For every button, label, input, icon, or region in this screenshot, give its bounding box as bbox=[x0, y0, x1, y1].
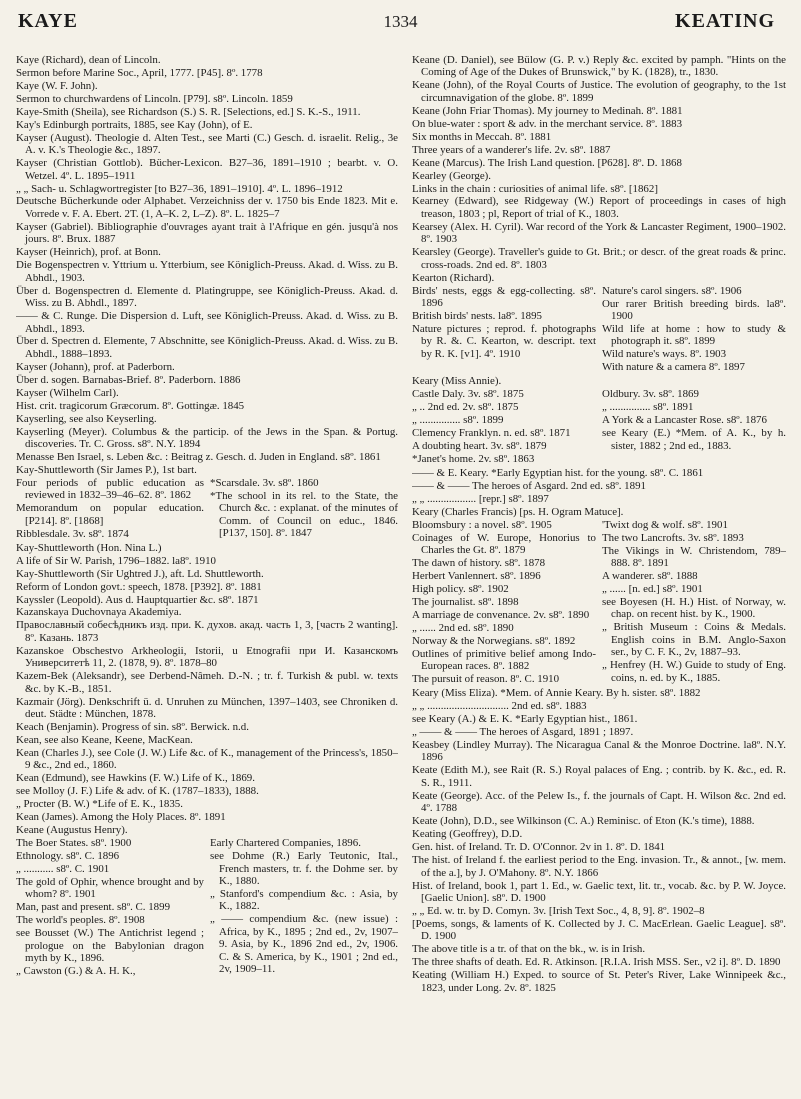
catalog-entry: Ethnology. s8º. C. 1896 bbox=[16, 850, 120, 863]
catalog-entry: The above title is a tr. of that on the bk., w. is in Irish. bbox=[412, 943, 646, 956]
catalog-entry: Kayser (Wilhelm Carl). bbox=[16, 386, 119, 399]
catalog-entry: Keane (John), of the Royal Courts of Justice. The evolution of geography, to the 1st circumnavigation of the globe. 8º. 1899 bbox=[412, 79, 786, 104]
catalog-entry: Kayser (Johann), prof. at Paderborn. bbox=[16, 360, 175, 373]
right-entries-3 bbox=[412, 467, 786, 518]
catalog-entry: Outlines of primitive belief among Indo-European races. 8º. 1882 bbox=[412, 647, 596, 673]
catalog-entry: Deutsche Bücherkunde oder Alphabet. Verzeichniss der v. 1750 bis Ende 1823. Mit e. Vorrede v. F. A. Ebert. 2T. (1, A–K. 2, L–Z). 8º. L. 1825–7 bbox=[16, 195, 398, 220]
catalog-entry: Birds' nests, eggs & egg-collecting. s8º. 1896 bbox=[412, 284, 596, 310]
catalog-entry: Keane (John Friar Thomas). My journey to Medinah. 8º. 1881 bbox=[412, 104, 683, 117]
catalog-entry: Herbert Vanlennert. s8º. 1896 bbox=[412, 570, 541, 583]
catalog-entry: Kean (Edmund), see Hawkins (F. W.) Life of K., 1869. bbox=[16, 772, 255, 785]
catalog-entry: see Molloy (J. F.) Life & adv. of K. (1787–1833), 1888. bbox=[16, 785, 259, 798]
catalog-entry: Kay-Shuttleworth (Sir James P.), 1st bart. bbox=[16, 464, 197, 476]
catalog-entry: Kearney (Edward), see Ridgeway (W.) Report of proceedings in cases of high treason, 1803 ; pl, Report of trial of K., 1803. bbox=[412, 195, 786, 220]
catalog-entry: Norway & the Norwegians. s8º. 1892 bbox=[412, 634, 576, 647]
catalog-entry: —— & E. Keary. *Early Egyptian hist. for the young. s8º. C. 1861 bbox=[412, 467, 704, 479]
catalog-entry: see Keary (E.) *Mem. of A. K., by h. sister, 1882 ; 2nd ed., 1883. bbox=[602, 427, 786, 452]
left-two-col-1 bbox=[16, 477, 398, 541]
catalog-entry: Clemency Franklyn. n. ed. s8º. 1871 bbox=[412, 427, 571, 440]
catalog-entry: „ Cawston (G.) & A. H. K., bbox=[16, 965, 136, 978]
catalog-entry: —— & C. Runge. Die Dispersion d. Luft, see Königlich-Preuss. Akad. d. Wiss. zu B. Abhdl., 1893. bbox=[16, 310, 398, 335]
catalog-entry: *Janet's home. 2v. s8º. 1863 bbox=[412, 453, 535, 466]
catalog-entry: The world's peoples. 8º. 1908 bbox=[16, 914, 145, 927]
catalog-entry: Bloomsbury : a novel. s8º. 1905 bbox=[412, 518, 552, 531]
catalog-entry: Kazanskaya Duchovnaya Akademiya. bbox=[16, 606, 182, 619]
catalog-entry: Coinages of W. Europe, Honorius to Charles the Gt. 8º. 1879 bbox=[412, 531, 596, 557]
left-sub-col-a bbox=[16, 477, 204, 541]
catalog-entry: *Scarsdale. 3v. s8º. 1860 bbox=[210, 476, 319, 489]
right-sub-col-c bbox=[412, 388, 596, 466]
catalog-entry: British birds' nests. la8º. 1895 bbox=[412, 310, 542, 323]
header-left-word: KAYE bbox=[18, 10, 78, 32]
catalog-entry: „ „ .............................. 2nd ed. s8º. 1883 bbox=[412, 700, 587, 713]
right-entries-4 bbox=[412, 687, 786, 994]
catalog-entry: Kayser (Gabriel). Bibliographie d'ouvrages ayant trait à l'Afrique en gén. jusqu'à nos jours. 8º. Brux. 1887 bbox=[16, 220, 398, 246]
catalog-entry: Kayser (Heinrich), prof. at Bonn. bbox=[16, 246, 161, 259]
catalog-entry: Keate (George). Acc. of the Pelew Is., f. the journals of Capt. H. Wilson &c. 2nd ed. 4º. 1788 bbox=[412, 789, 786, 815]
catalog-entry: Hist. of Ireland, book 1, part 1. Ed., w. Gaelic text, lit. tr., vocab. &c. by P. W. Joyce. [Gaelic Union]. s8º. D. 1900 bbox=[412, 879, 786, 904]
catalog-entry: „ „ Sach- u. Schlagwortregister [to B27–36, 1891–1910]. 4º. L. 1896–1912 bbox=[16, 182, 343, 195]
catalog-entry: A doubting heart. 3v. s8º. 1879 bbox=[412, 440, 547, 453]
catalog-entry: Kearley (George). bbox=[412, 169, 492, 182]
header-right-word: KEATING bbox=[675, 10, 775, 32]
catalog-entry: „ ...... 2nd ed. s8º. 1890 bbox=[412, 621, 514, 634]
catalog-entry: The dawn of history. s8º. 1878 bbox=[412, 557, 546, 570]
catalog-entry: Wild life at home : how to study & photograph it. s8º. 1899 bbox=[602, 323, 786, 348]
catalog-entry: „ ........... s8º. C. 1901 bbox=[16, 863, 110, 876]
catalog-entry: Kaye (W. F. John). bbox=[16, 79, 98, 92]
catalog-entry: Kazem-Bek (Aleksandr), see Derbend-Nâmeh. D.-N. ; tr. f. Turkish & publ. w. texts &c. by K.-B., 1851. bbox=[16, 670, 398, 695]
catalog-entry: Keane (D. Daniel), see Bülow (G. P. v.) Reply &c. excited by pamph. "Hints on the Coming of Age of the Dukes of Brunswick," by K. (1828), tr., 1830. bbox=[412, 54, 786, 79]
right-sub-col-f bbox=[602, 519, 786, 686]
catalog-entry: Man, past and present. s8º. C. 1899 bbox=[16, 901, 171, 914]
catalog-entry: Keary (Miss Eliza). *Mem. of Annie Keary. By h. sister. s8º. 1882 bbox=[412, 687, 701, 700]
catalog-entry: Links in the chain : curiosities of animal life. s8º. [1862] bbox=[412, 182, 658, 195]
catalog-entry: Oldbury. 3v. s8º. 1869 bbox=[602, 388, 699, 401]
catalog-entry: Keate (Edith M.), see Rait (R. S.) Royal palaces of Eng. ; contrib. by K. &c., ed. R. S. R., 1911. bbox=[412, 764, 786, 789]
catalog-entry: Kaye-Smith (Sheila), see Richardson (S.) S. R. [Selections, ed.] S. K.-S., 1911. bbox=[16, 105, 361, 118]
catalog-entry: [Poems, songs, & laments of K. Collected by J. C. MacErlean. Gaelic League]. s8º. D. 1900 bbox=[412, 917, 786, 943]
catalog-entry: Nature's carol singers. s8º. 1906 bbox=[602, 284, 742, 297]
catalog-entry: The three shafts of death. Ed. R. Atkinson. [R.I.A. Irish MSS. Ser., v2 i]. 8º. D. 1890 bbox=[412, 956, 781, 969]
catalog-entry: Kay-Shuttleworth (Hon. Nina L.) bbox=[16, 541, 162, 554]
catalog-entry: A York & a Lancaster Rose. s8º. 1876 bbox=[602, 414, 767, 427]
left-entries-2 bbox=[16, 542, 398, 837]
catalog-entry: On blue-water : sport & adv. in the merchant service. 8º. 1883 bbox=[412, 117, 683, 130]
catalog-entry: „ ...... [n. ed.] s8º. 1901 bbox=[602, 583, 703, 596]
catalog-entry: Menasse Ben Israel, s. Leben &c. : Beitrag z. Gesch. d. Juden in England. s8º. 1861 bbox=[16, 451, 381, 464]
catalog-entry: „ Henfrey (H. W.) Guide to study of Eng. coins, n. ed. by K., 1885. bbox=[602, 659, 786, 684]
right-sub-col-a bbox=[412, 285, 596, 375]
catalog-entry: see Dohme (R.) Early Teutonic, Ital., French masters, tr. f. the Dohme ser. by K., 1880. bbox=[210, 850, 398, 887]
catalog-entry: „ „ .................. [repr.] s8º. 1897 bbox=[412, 492, 549, 505]
catalog-entry: Kayser (August). Theologie d. Alten Test., see Marti (C.) Gesch. d. israelit. Relig., 3e A. v. K.'s Theologie &c., 1897. bbox=[16, 131, 398, 157]
catalog-entry: Three years of a wanderer's life. 2v. s8º. 1887 bbox=[412, 143, 611, 156]
catalog-entry: Kazmair (Jörg). Denkschrift ü. d. Unruhen zu München, 1397–1403, see Chroniken d. deut. Städte : München, 1878. bbox=[16, 695, 398, 721]
catalog-entry: Kay-Shuttleworth (Sir Ughtred J.), aft. Ld. Shuttleworth. bbox=[16, 567, 264, 580]
catalog-entry: Kay's Edinburgh portraits, 1885, see Kay (John), of E. bbox=[16, 118, 253, 131]
catalog-entry: see Boyesen (H. H.) Hist. of Norway, w. chap. on recent hist. by K., 1900. bbox=[602, 596, 786, 621]
catalog-entry: Keane (Augustus Henry). bbox=[16, 824, 128, 837]
left-sub-col-d bbox=[210, 837, 398, 978]
catalog-entry: Die Bogenspectren v. Yttrium u. Ytterbium, see Königlich-Preuss. Akad. d. Wiss. zu B. Abhdl., 1903. bbox=[16, 259, 398, 284]
catalog-entry: Kean (James). Among the Holy Places. 8º. 1891 bbox=[16, 811, 226, 824]
catalog-entry: Hist. crit. tragicorum Græcorum. 8º. Gottingæ. 1845 bbox=[16, 399, 245, 412]
catalog-entry: Keach (Benjamin). Progress of sin. s8º. Berwick. n.d. bbox=[16, 721, 249, 734]
catalog-entry: A marriage de convenance. 2v. s8º. 1890 bbox=[412, 608, 590, 621]
right-sub-col-e bbox=[412, 519, 596, 686]
catalog-entry: The Boer States. s8º. 1900 bbox=[16, 837, 132, 850]
page-number: 1334 bbox=[383, 12, 418, 31]
right-two-col-1 bbox=[412, 285, 786, 375]
catalog-entry: Keasbey (Lindley Murray). The Nicaragua Canal & the Monroe Doctrine. la8º. N.Y. 1896 bbox=[412, 739, 786, 764]
catalog-entry: The journalist. s8º. 1898 bbox=[412, 596, 519, 609]
catalog-entry: „ British Museum : Coins & Medals. English coins in B.M. Anglo-Saxon ser., by C. F. K., 2v, 1887–93. bbox=[602, 621, 786, 659]
catalog-entry: „ Stanford's compendium &c. : Asia, by K., 1882. bbox=[210, 887, 398, 913]
catalog-entry: Kaye (Richard), dean of Lincoln. bbox=[16, 54, 161, 66]
catalog-entry: Kean (Charles J.), see Cole (J. W.) Life &c. of K., management of the Princess's, 1850–9 &c., 2nd ed., 1860. bbox=[16, 746, 398, 772]
catalog-entry: Über d. Bogenspectren d. Elemente d. Platingruppe, see Königlich-Preuss. Akad. d. Wiss. zu B. Abhdl., 1897. bbox=[16, 284, 398, 310]
catalog-entry: „ Procter (B. W.) *Life of E. K., 1835. bbox=[16, 798, 183, 811]
left-two-col-2 bbox=[16, 837, 398, 978]
right-sub-col-b bbox=[602, 285, 786, 375]
catalog-entry: Sermon before Marine Soc., April, 1777. [P45]. 8º. 1778 bbox=[16, 66, 263, 79]
catalog-entry: Castle Daly. 3v. s8º. 1875 bbox=[412, 388, 524, 401]
catalog-entry: Keane (Marcus). The Irish Land question. [P628]. 8º. D. 1868 bbox=[412, 156, 682, 169]
catalog-entry: Sermon to churchwardens of Lincoln. [P79]. s8º. Lincoln. 1859 bbox=[16, 92, 293, 105]
catalog-entry: Early Chartered Companies, 1896. bbox=[210, 837, 361, 850]
catalog-entry: Six months in Meccah. 8º. 1881 bbox=[412, 130, 552, 143]
catalog-entry: Wild nature's ways. 8º. 1903 bbox=[602, 348, 727, 361]
catalog-entry: *The school in its rel. to the State, the Church &c. : explanat. of the minutes of Comm. of Council on educ., 1846. [P137, 150]. 8º. 1847 bbox=[210, 489, 398, 540]
catalog-entry: The hist. of Ireland f. the earliest period to the Eng. invasion. Tr., & annot., [w. mem. of the a.], by J. O'Mahony. 8º. N.Y. 1866 bbox=[412, 854, 786, 879]
catalog-entry: Über d. Spectren d. Elemente, 7 Abschnitte, see Königlich-Preuss. Akad. d. Wiss. zu B. Abhdl., 1888–1893. bbox=[16, 335, 398, 360]
catalog-entry: „ —— & —— The heroes of Asgard, 1891 ; 1897. bbox=[412, 726, 634, 739]
catalog-entry: Kayserling, see also Keyserling. bbox=[16, 412, 157, 425]
catalog-entry: A wanderer. s8º. 1888 bbox=[602, 570, 698, 583]
catalog-entry: Keating (William H.) Exped. to source of St. Peter's River, Lake Winnipeek &c., 1823, under Long. 2v. 8º. 1825 bbox=[412, 969, 786, 994]
left-sub-col-b bbox=[210, 477, 398, 541]
catalog-entry: Православный собесѣдникъ изд. при. К. духов. акад. часть 1, 3, [часть 2 wanting]. 8º. Казань. 1873 bbox=[16, 619, 398, 644]
right-two-col-3 bbox=[412, 519, 786, 686]
catalog-entry: Kearton (Richard). bbox=[412, 271, 495, 284]
catalog-entry: Kearsey (Alex. H. Cyril). War record of the York & Lancaster Regiment, 1900–1902. 8º. 1903 bbox=[412, 220, 786, 246]
catalog-entry: Kayserling (Meyer). Columbus & the particip. of the Jews in the Span. & Portug. discoveries. Tr. C. Gross. s8º. N.Y. 1894 bbox=[16, 425, 398, 451]
page-header bbox=[0, 0, 801, 42]
catalog-entry: „ „ Ed. w. tr. by D. Comyn. 3v. [Irish Text Soc., 4, 8, 9]. 8º. 1902–8 bbox=[412, 904, 705, 917]
catalog-entry: Keary (Miss Annie). bbox=[412, 375, 502, 388]
left-entries-1 bbox=[16, 54, 398, 476]
catalog-entry: A life of Sir W. Parish, 1796–1882. la8º. 1910 bbox=[16, 554, 217, 567]
catalog-entry: „ ............... s8º. 1899 bbox=[412, 414, 504, 427]
catalog-entry: With nature & a camera 8º. 1897 bbox=[602, 361, 745, 374]
catalog-entry: Kayser (Christian Gottlob). Bücher-Lexicon. B27–36, 1891–1910 ; bearbt. v. O. Wetzel. 4º. L. 1895–1911 bbox=[16, 157, 398, 182]
catalog-entry: —— & —— The heroes of Asgard. 2nd ed. s8º. 1891 bbox=[412, 479, 646, 492]
catalog-entry: 'Twixt dog & wolf. s8º. 1901 bbox=[602, 518, 728, 531]
catalog-entry: „ .. 2nd ed. 2v. s8º. 1875 bbox=[412, 401, 519, 414]
right-two-col-2 bbox=[412, 388, 786, 466]
catalog-entry: Nature pictures ; reprod. f. photographs by R. &. C. Kearton, w. descript. text by R. K. [v1]. 4º. 1910 bbox=[412, 323, 596, 360]
catalog-entry: see Bousset (W.) The Antichrist legend ; prologue on the Babylonian dragon myth by K., 1896. bbox=[16, 927, 204, 965]
catalog-entry: Kazanskoe Obschestvo Arkheologii, Istorii, u Etnografii при И. Казанскомъ Университетѣ 11, 2. (1878, 9). 8º. 1878–80 bbox=[16, 644, 398, 670]
catalog-entry: Über d. sogen. Barnabas-Brief. 8º. Paderborn. 1886 bbox=[16, 373, 241, 386]
catalog-entry: Gen. hist. of Ireland. Tr. D. O'Connor. 2v in 1. 8º. D. 1841 bbox=[412, 841, 666, 854]
catalog-entry: Four periods of public education as reviewed in 1832–39–46–62. 8º. 1862 bbox=[16, 476, 204, 502]
catalog-entry: The two Lancrofts. 3v. s8º. 1893 bbox=[602, 531, 744, 544]
catalog-entry: Keating (Geoffrey), D.D. bbox=[412, 828, 523, 841]
catalog-entry: Kearsley (George). Traveller's guide to Gt. Brit.; or descr. of the great roads & princ. cross-roads. 2nd ed. 8º. 1803 bbox=[412, 246, 786, 271]
right-entries-2 bbox=[412, 375, 786, 387]
catalog-entry: The pursuit of reason. 8º. C. 1910 bbox=[412, 673, 560, 686]
catalog-entry: Kayssler (Leopold). Aus d. Hauptquartier &c. s8º. 1871 bbox=[16, 593, 259, 606]
catalog-entry: Kean, see also Keane, Keene, MacKean. bbox=[16, 734, 193, 747]
catalog-entry: The Vikings in W. Christendom, 789–888. 8º. 1891 bbox=[602, 544, 786, 570]
catalog-entry: Memorandum on popular education. [P214]. 8º. [1868] bbox=[16, 502, 204, 527]
catalog-entry: High policy. s8º. 1902 bbox=[412, 583, 509, 596]
catalog-entry: „ —— compendium &c. (new issue) : Africa, by K., 1895 ; 2nd ed., 2v, 1907–9. Asia, by K., 1896 2nd ed., 2v, 1906. C. & S. America, by K., 1901 ; 2nd ed., 2v, 1909–11. bbox=[210, 913, 398, 976]
right-sub-col-d bbox=[602, 388, 786, 466]
left-column bbox=[16, 54, 398, 1094]
catalog-entry: Keate (John), D.D., see Wilkinson (C. A.) Reminisc. of Eton (K.'s time), 1888. bbox=[412, 815, 755, 828]
catalog-entry: Ribblesdale. 3v. s8º. 1874 bbox=[16, 527, 129, 540]
left-sub-col-c bbox=[16, 837, 204, 978]
right-column bbox=[412, 54, 786, 1094]
catalog-entry: Keary (Charles Francis) [ps. H. Ogram Matuce]. bbox=[412, 505, 624, 518]
catalog-entry: „ ............... s8º. 1891 bbox=[602, 401, 694, 414]
catalog-entry: Our rarer British breeding birds. la8º. 1900 bbox=[602, 297, 786, 323]
catalog-entry: see Keary (A.) & E. K. *Early Egyptian hist., 1861. bbox=[412, 713, 638, 726]
catalog-entry: The gold of Ophir, whence brought and by whom? 8º. 1901 bbox=[16, 876, 204, 901]
right-entries-1 bbox=[412, 54, 786, 284]
catalog-entry: Reform of London govt.: speech, 1878. [P392]. 8º. 1881 bbox=[16, 580, 262, 593]
